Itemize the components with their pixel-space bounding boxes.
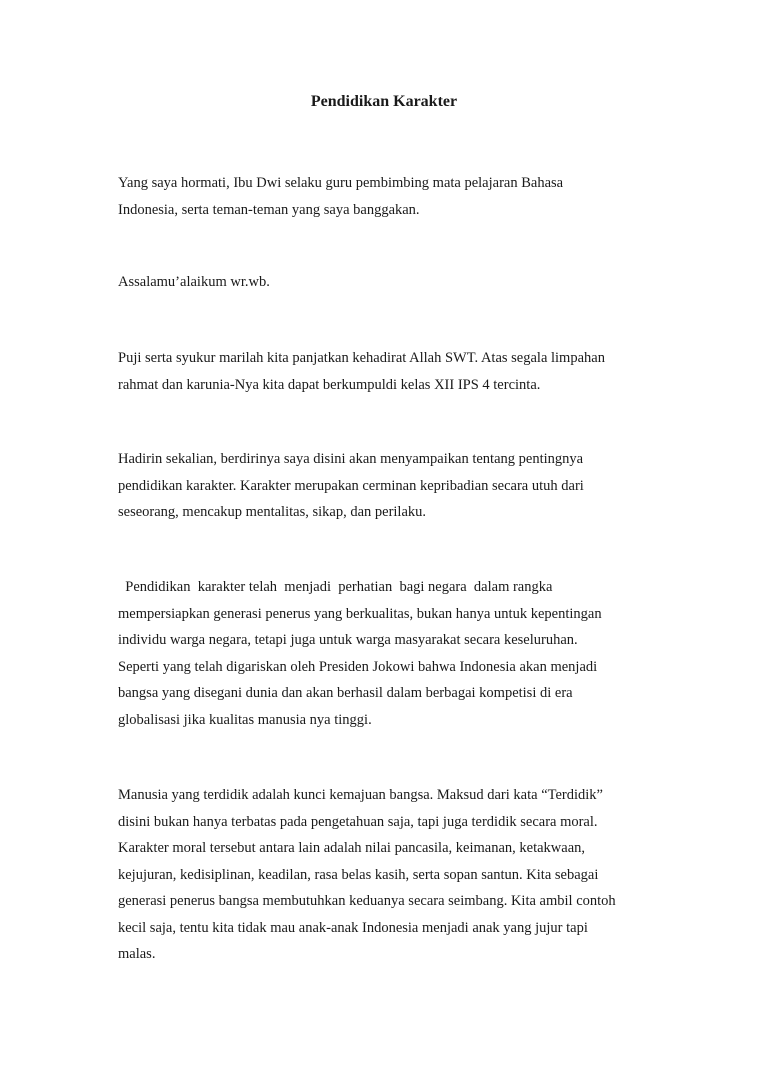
text-line: kejujuran, kedisiplinan, keadilan, rasa belas kasih, serta sopan santun. Kita sebagai <box>118 866 599 883</box>
paragraph-salam <box>118 269 658 296</box>
document-title: Pendidikan Karakter <box>310 93 458 110</box>
text-line: Indonesia, serta teman-teman yang saya banggakan. <box>118 201 420 218</box>
text-line: disini bukan hanya terbatas pada pengetahuan saja, tapi juga terdidik secara moral. <box>118 813 598 830</box>
paragraph-introduction <box>118 446 658 526</box>
text-line: mempersiapkan generasi penerus yang berkualitas, bukan hanya untuk kepentingan <box>118 605 602 622</box>
text-line: malas. <box>118 946 156 962</box>
text-line: kecil saja, tentu kita tidak mau anak-anak Indonesia menjadi anak yang jujur tapi <box>118 919 588 936</box>
text-line: pendidikan karakter. Karakter merupakan cerminan kepribadian secara utuh dari <box>118 477 584 494</box>
paragraph-national-importance <box>118 574 658 733</box>
text-line: Manusia yang terdidik adalah kunci kemajuan bangsa. Maksud dari kata “Terdidik” <box>118 787 603 803</box>
text-line: rahmat dan karunia-Nya kita dapat berkumpuldi kelas XII IPS 4 tercinta. <box>118 376 541 393</box>
text-line: Karakter moral tersebut antara lain adalah nilai pancasila, keimanan, ketakwaan, <box>118 840 586 856</box>
text-line: Pendidikan karakter telah menjadi perhatian bagi negara dalam rangka <box>118 579 553 595</box>
text-line: bangsa yang disegani dunia dan akan berhasil dalam berbagai kompetisi di era <box>118 685 573 701</box>
paragraph-gratitude <box>118 345 658 398</box>
paragraph-educated-human <box>118 782 658 968</box>
text-line: seseorang, mencakup mentalitas, sikap, dan perilaku. <box>118 504 427 520</box>
text-line: Assalamu’alaikum wr.wb. <box>118 274 270 290</box>
text-line: individu warga negara, tetapi juga untuk warga masyarakat secara keseluruhan. <box>118 632 578 648</box>
text-line: Yang saya hormati, Ibu Dwi selaku guru pembimbing mata pelajaran Bahasa <box>118 175 564 191</box>
text-line: globalisasi jika kualitas manusia nya tinggi. <box>118 711 372 728</box>
text-line: Puji serta syukur marilah kita panjatkan kehadirat Allah SWT. Atas segala limpahan <box>118 350 605 366</box>
text-line: generasi penerus bangsa membutuhkan keduanya secara seimbang. Kita ambil contoh <box>118 893 616 909</box>
paragraph-greeting <box>118 170 658 223</box>
text-line: Seperti yang telah digariskan oleh Presiden Jokowi bahwa Indonesia akan menjadi <box>118 658 598 675</box>
text-line: Hadirin sekalian, berdirinya saya disini akan menyampaikan tentang pentingnya <box>118 451 584 467</box>
